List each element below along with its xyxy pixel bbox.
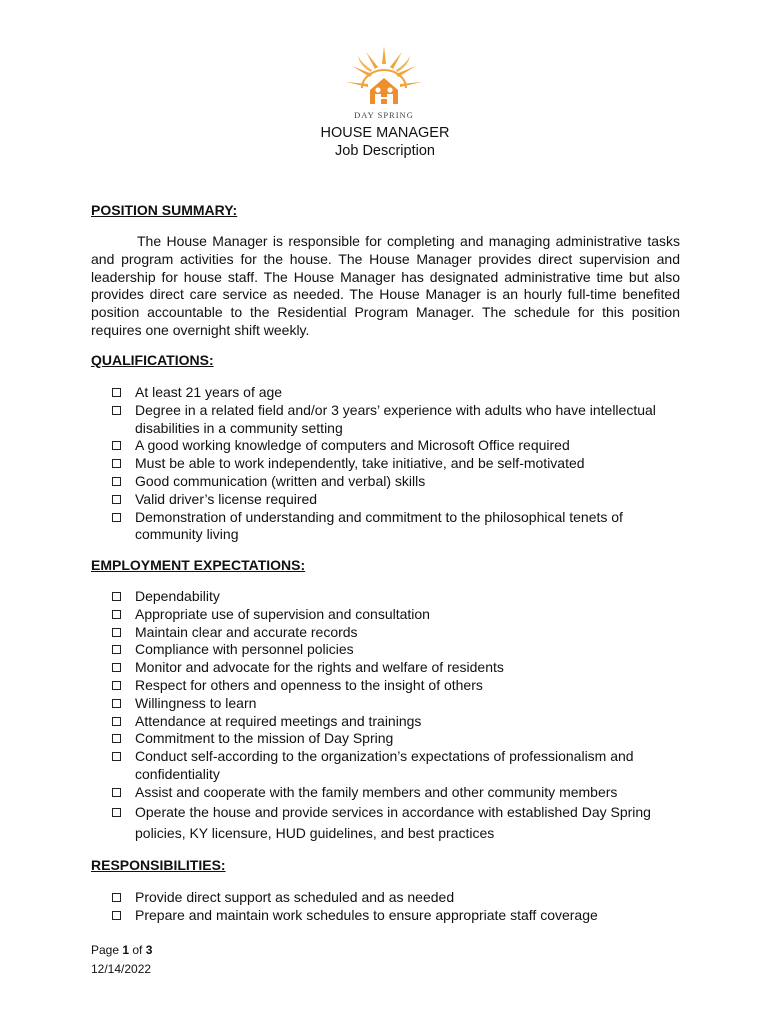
- list-item: Monitor and advocate for the rights and welfare of residents: [110, 659, 685, 677]
- employment-expectations-heading: EMPLOYMENT EXPECTATIONS:: [91, 557, 306, 573]
- list-item: Valid driver’s license required: [110, 491, 685, 509]
- list-item: Compliance with personnel policies: [110, 641, 685, 659]
- list-item: At least 21 years of age: [110, 384, 685, 402]
- responsibilities-list: [110, 889, 685, 925]
- document-date: 12/14/2022: [91, 962, 152, 976]
- qualifications-heading: QUALIFICATIONS:: [91, 352, 214, 368]
- checkbox-icon: [112, 513, 121, 522]
- list-item: Good communication (written and verbal) skills: [110, 473, 685, 491]
- list-item: Prepare and maintain work schedules to ensure appropriate staff coverage: [110, 907, 685, 925]
- list-item: Dependability: [110, 588, 685, 606]
- checkbox-icon: [112, 645, 121, 654]
- sun-house-icon: [344, 42, 424, 110]
- page-number: Page 1 of 3: [91, 943, 153, 957]
- list-item: Respect for others and openness to the insight of others: [110, 677, 685, 695]
- checkbox-icon: [112, 388, 121, 397]
- checkbox-icon: [112, 441, 121, 450]
- checkbox-icon: [112, 477, 121, 486]
- checkbox-icon: [112, 788, 121, 797]
- checkbox-icon: [112, 734, 121, 743]
- checkbox-icon: [112, 592, 121, 601]
- day-spring-logo: [344, 42, 424, 122]
- document-subtitle: Job Description: [335, 143, 435, 159]
- list-item: Willingness to learn: [110, 695, 685, 713]
- checkbox-icon: [112, 495, 121, 504]
- list-item: Must be able to work independently, take initiative, and be self-motivated: [110, 455, 685, 473]
- list-item: Conduct self-according to the organization’s expectations of professionalism and confidentiality: [110, 748, 685, 784]
- list-item: Operate the house and provide services in accordance with established Day Spring policies, KY licensure, HUD guidelines, and best practices: [110, 802, 685, 844]
- checkbox-icon: [112, 663, 121, 672]
- position-summary-heading: POSITION SUMMARY:: [91, 202, 238, 218]
- checkbox-icon: [112, 717, 121, 726]
- list-item: Maintain clear and accurate records: [110, 624, 685, 642]
- checkbox-icon: [112, 911, 121, 920]
- responsibilities-heading: RESPONSIBILITIES:: [91, 857, 226, 873]
- checkbox-icon: [112, 752, 121, 761]
- list-item: Assist and cooperate with the family members and other community members: [110, 784, 685, 802]
- employment-expectations-list: [110, 588, 685, 844]
- logo-text: DAY SPRING: [354, 110, 414, 120]
- list-item: A good working knowledge of computers and Microsoft Office required: [110, 437, 685, 455]
- checkbox-icon: [112, 610, 121, 619]
- list-item: Degree in a related field and/or 3 years’ experience with adults who have intellectual disabilities in a community setting: [110, 402, 685, 438]
- checkbox-icon: [112, 681, 121, 690]
- list-item: Attendance at required meetings and trainings: [110, 713, 685, 731]
- position-summary-text: The House Manager is responsible for completing and managing administrative tasks and program activities for the house. The House Manager provides direct supervision and leadership for house staff. The House Manager has designated administrative time but also provides direct care service as needed. The House Manager is an hourly full-time benefited position accountable to the Residential Program Manager. The schedule for this position requires one overnight shift weekly.: [91, 233, 680, 338]
- list-item: Demonstration of understanding and commitment to the philosophical tenets of community living: [110, 509, 685, 545]
- checkbox-icon: [112, 893, 121, 902]
- checkbox-icon: [112, 628, 121, 637]
- list-item: Appropriate use of supervision and consultation: [110, 606, 685, 624]
- document-title: HOUSE MANAGER: [320, 125, 450, 141]
- checkbox-icon: [112, 406, 121, 415]
- checkbox-icon: [112, 808, 121, 817]
- checkbox-icon: [112, 459, 121, 468]
- qualifications-list: [110, 384, 685, 544]
- checkbox-icon: [112, 699, 121, 708]
- list-item: Commitment to the mission of Day Spring: [110, 730, 685, 748]
- list-item: Provide direct support as scheduled and as needed: [110, 889, 685, 907]
